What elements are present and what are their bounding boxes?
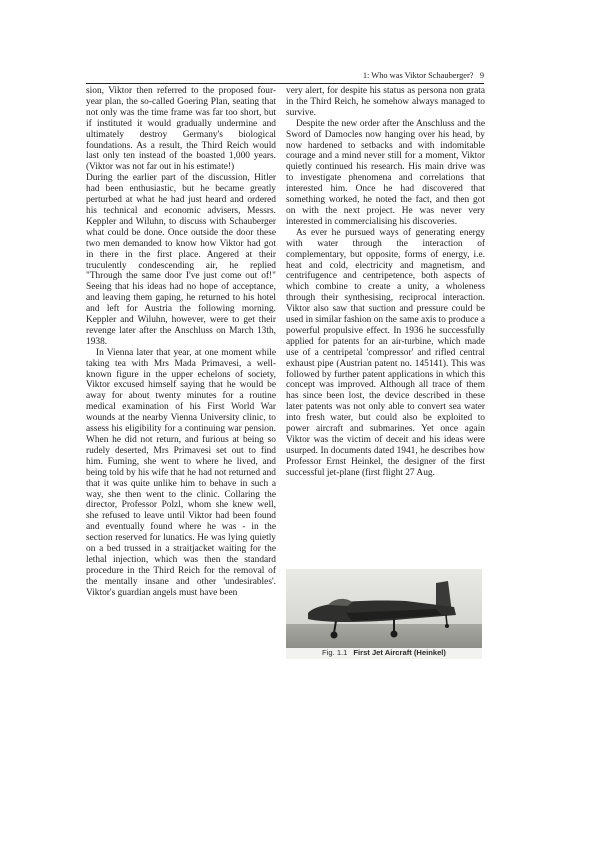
left-column [86,86,276,599]
jet-aircraft-photo [286,569,482,659]
paragraph-hitler-meeting: During the earlier part of the discussion, Hitler had been enthusiastic, but he became greatly perturbed at what he had just heard and ordered his technical and economic advisers, Messrs. Keppler and Wiluhn, to discuss with Schauberger what could be done. Once outside the door these two men demanded to know how Viktor had got in there in the first place. Angered at their truculently condescending air, he replied "Through the same door I've just come out of!" Seeing that his ideas had no hope of acceptance, and leaving them gaping, he returned to his hotel and left for Austria the following morning. Keppler and Wiluhn, however, were to get their revenge later after the Anschluss on March 13th, 1938. [86,173,276,347]
page-number: 9 [479,71,484,80]
figure-title: First Jet Aircraft (Heinkel) [353,648,446,657]
paragraph-research: Despite the new order after the Anschluss and the Sword of Damocles now hanging over his head, by now hardened to setbacks and with indomitable courage and a mind never still for a moment, Viktor quietly continued his research. His main drive was to investigate phenomena and correlations that interested him. Once he had discovered that something worked, he noted the fact, and then got on with the next project. He was never very interested in commercialising his discoveries. [286,118,485,227]
header-text [363,70,484,81]
figure-number: Fig. 1.1 [322,648,348,657]
figure-caption [286,648,482,657]
right-column [286,86,485,479]
paragraph-vienna-clinic: In Vienna later that year, at one moment while taking tea with Mrs Mada Primavesi, a well-known figure in the upper echelons of society, Viktor excused himself saying that he would be away for about twenty minutes for a routine medical examination of his First World War wounds at the nearby Vienna University clinic, to assess his eligibility for a continuing war pension. When he did not return, and furious at being so rudely deserted, Mrs Primavesi set out to find him. Fuming, she went to where he lived, and being told by his wife that he had not returned and that it was quite unlike him to behave in such a way, she then went to the clinic. Collaring the director, Professor Polzl, whom she knew well, she refused to leave until Viktor had been found and eventually found where he was - in the section reserved for lunatics. He was lying quietly on a bed trussed in a straitjacket waiting for the lethal injection, which was then the standard procedure in the Third Reich for the removal of the mentally insane and other 'undesirables'. Viktor's guardian angels must have been [86,347,276,598]
paragraph-energy: As ever he pursued ways of generating energy with water through the interaction of complementary, but opposite, forms of energy, i.e. heat and cold, electricity and magnetism, and centrifugence and centripetence, both aspects of which combine to create a unity, a wholeness through their synthesising, reciprocal interaction. Viktor also saw that suction and pressure could be used in similar fashion on the same axis to produce a powerful propulsive effect. In 1936 he successfully applied for patents for an air-turbine, which made use of a centripetal 'compressor' and rifled central exhaust pipe (Austrian patent no. 145141). This was followed by further patent applications in which this concept was improved. Although all trace of them has since been lost, the device described in these later patents was not only able to convert sea water into fresh water, but could also be exploited to power aircraft and submarines. Yet once again Viktor was the victim of deceit and his ideas were usurped. In documents dated 1941, he describes how Professor Ernst Heinkel, the designer of the first successful jet-plane (first flight 27 Aug. [286,227,485,478]
paragraph-survival: very alert, for despite his status as persona non grata in the Third Reich, he somehow always managed to survive. [286,86,485,118]
running-title: 1: Who was Viktor Schauberger? [362,71,474,80]
running-header [86,70,484,84]
figure-jet-aircraft [286,569,482,659]
paragraph-continued: sion, Viktor then referred to the proposed four-year plan, the so-called Goering Plan, seating that not only was the time frame was far too short, but if instituted it would gradually undermine and ultimately destroy Germany's biological foundations. As a result, the Third Reich would last only ten instead of the boasted 1,000 years. (Viktor was not far out in his estimate!) [86,86,276,173]
